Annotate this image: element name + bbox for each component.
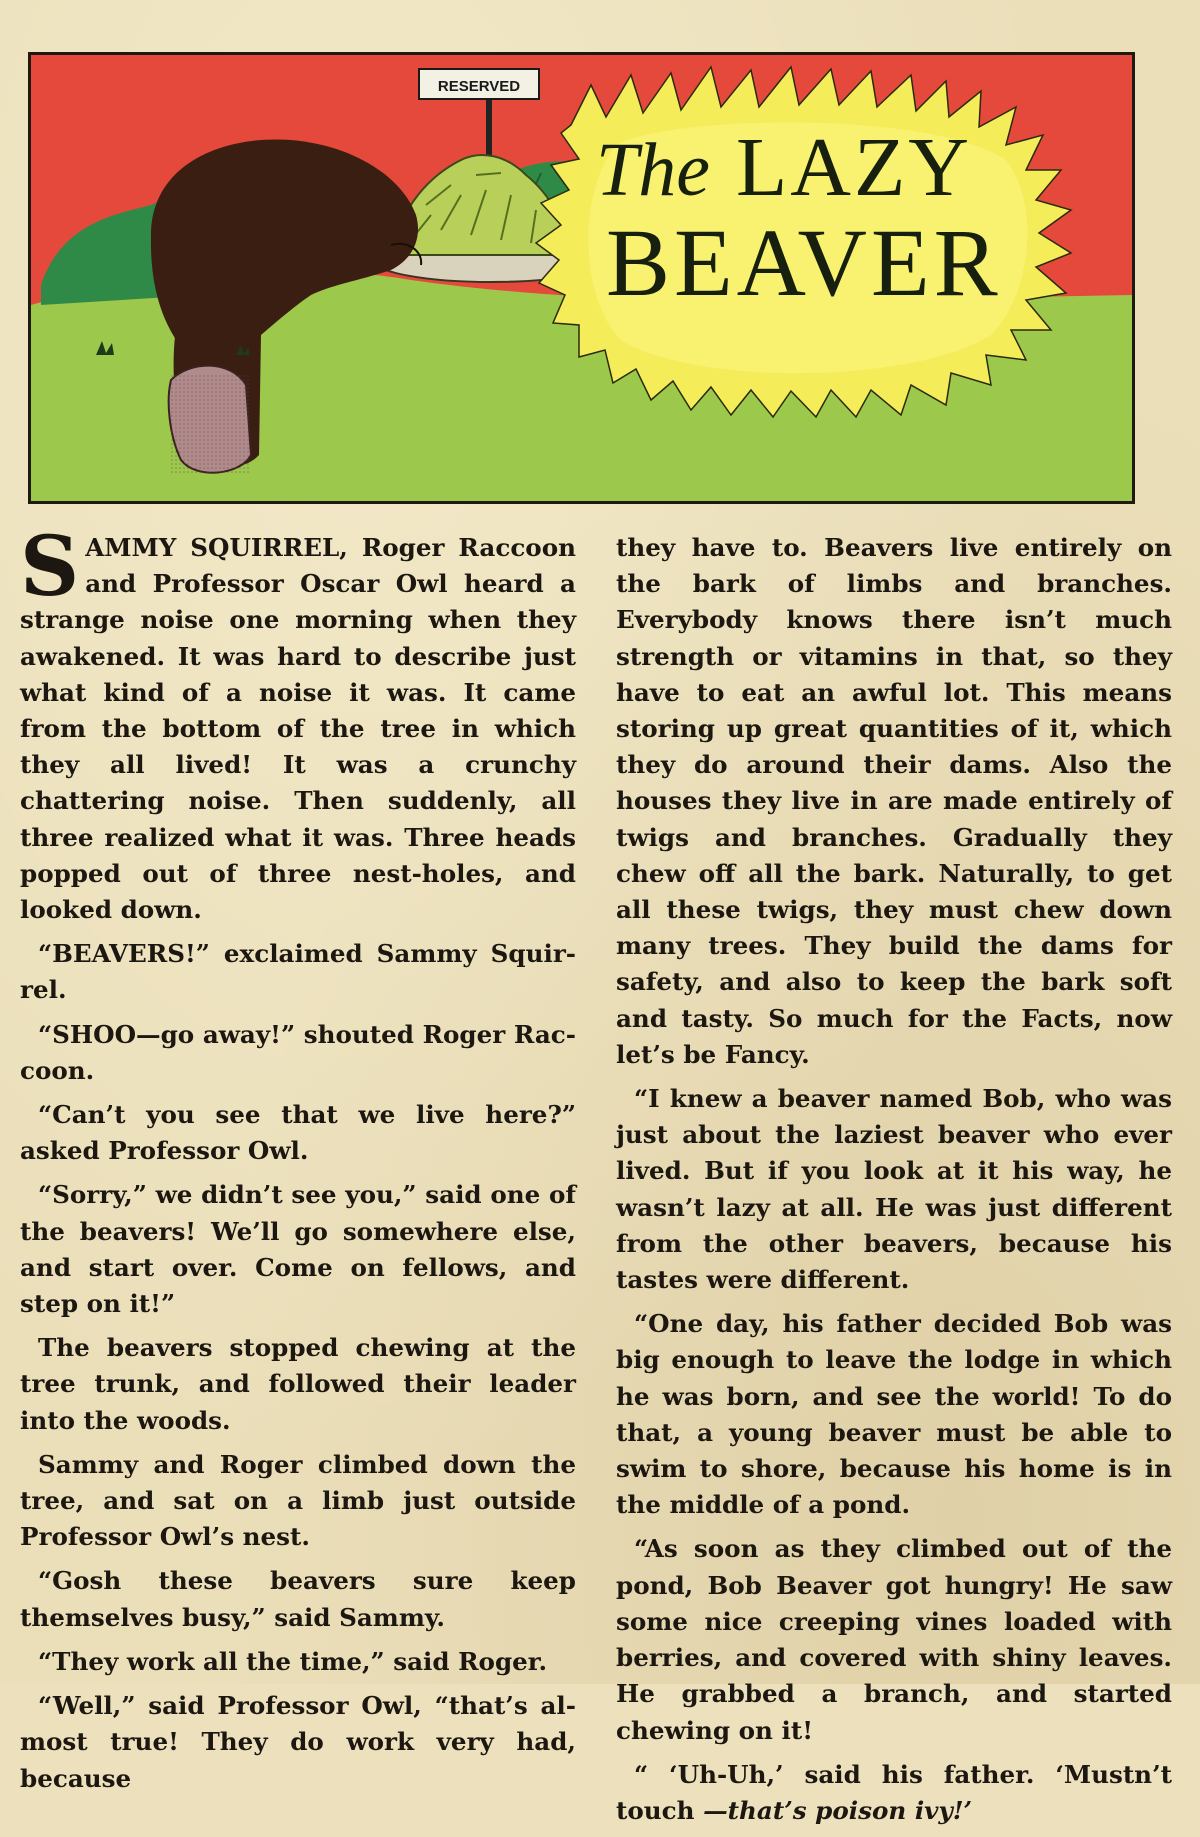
title-banner xyxy=(28,52,1135,504)
story-paragraph: “Gosh these beavers sure keep themselves busy,” said Sammy. xyxy=(20,1566,576,1632)
title-script-word: The xyxy=(596,128,710,212)
story-paragraph: “BEAVERS!” exclaimed Sammy Squirrel. xyxy=(20,939,576,1005)
sign-text: RESERVED xyxy=(437,78,521,95)
story-columns xyxy=(20,519,1172,1825)
story-paragraph: “One day, his father decided Bob was big enough to leave the lodge in which he was born, and see the world! To do that, a young beaver must be able to swim to shore, because his home is in the middle of a pond. xyxy=(616,1309,1172,1520)
story-paragraph: “As soon as they climbed out of the pond, Bob Beaver got hungry! He saw some nice creeping vines loaded with berries, and covered with shiny leaves. He grabbed a branch, and started chewing on it! xyxy=(616,1534,1172,1745)
drop-cap: S xyxy=(20,519,80,615)
paragraph-text: AMMY SQUIRREL, Roger Raccoon and Professor Oscar Owl heard a strange noise one morning when they awakened. It was hard to describe just what kind of a noise it was. It came from the bottom of the tree in which they all lived! It was a crunchy chattering noise. Then suddenly, all three realized what it was. Three heads popped out of three nest-holes, and looked down. xyxy=(20,533,576,925)
story-paragraph: they have to. Beavers live entirely on the bark of limbs and branches. Everybody knows there isn’t much strength or vitamins in that, so they have to eat an awful lot. This means storing up great quantities of it, which they do around their dams. Also the houses they live in are made entirely of twigs and branches. Gradually they chew off all the bark. Naturally, to get all these twigs, they must chew down many trees. They build the dams for safety, and also to keep the bark soft and tasty. So much for the Facts, now let’s be Fancy. xyxy=(616,533,1172,1069)
story-column-left xyxy=(20,519,576,1805)
story-paragraph xyxy=(616,1757,1172,1829)
story-paragraph: “SHOO—go away!” shouted Roger Raccoon. xyxy=(20,1019,576,1085)
title-line-beaver: BEAVER xyxy=(606,209,1002,316)
story-paragraph: Sammy and Roger climbed down the tree, and sat on a limb just outside Professor Owl’s nest. xyxy=(20,1449,576,1552)
title-line-lazy: LAZY xyxy=(736,121,972,214)
story-paragraph: “They work all the time,” said Roger. xyxy=(38,1646,548,1676)
story-paragraph: “I knew a beaver named Bob, who was just about the laziest beaver who ever lived. But if you look at it his way, he wasn’t lazy at all. He was just different from the other beavers, because his tastes were different. xyxy=(616,1084,1172,1295)
banner-illustration xyxy=(31,55,1132,501)
story-paragraph xyxy=(20,519,576,928)
story-paragraph: “Well,” said Professor Owl, “that’s almost true! They do work very had, because xyxy=(20,1691,576,1793)
story-paragraph: “Sorry,” we didn’t see you,” said one of the beavers! We’ll go somewhere else, and start over. Come on fellows, and step on it!” xyxy=(20,1180,576,1319)
story-paragraph: The beavers stopped chewing at the tree trunk, and followed their leader into the woods. xyxy=(20,1333,576,1435)
paragraph-text: “ ‘Uh-Uh,’ said his father. ‘Mustn’t touch xyxy=(616,1759,1172,1825)
italic-text: —that’s poison ivy!’ xyxy=(703,1795,973,1825)
story-column-right xyxy=(616,530,1172,1837)
story-paragraph: “Can’t you see that we live here?” asked Professor Owl. xyxy=(20,1100,576,1166)
